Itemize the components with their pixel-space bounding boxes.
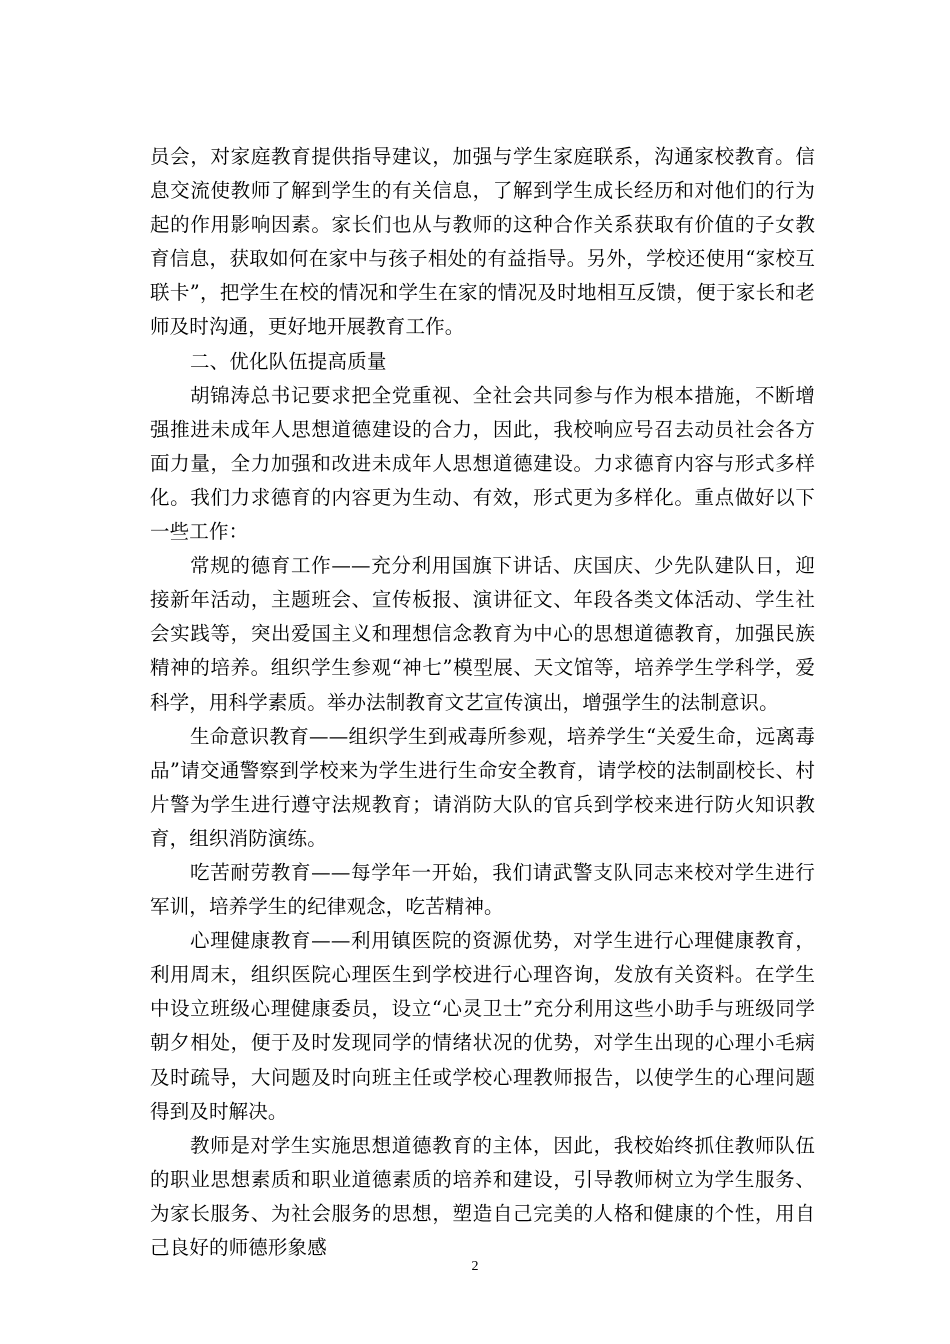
body-text — [150, 140, 815, 1265]
paragraph: 生命意识教育——组织学生到戒毒所参观，培养学生“关爱生命，远离毒品”请交通警察到学校来为学生进行生命安全教育，请学校的法制副校长、村片警为学生进行遵守法规教育；请消防大队的官兵到学校来进行防火知识教育，组织消防演练。 — [150, 724, 815, 850]
paragraph: 胡锦涛总书记要求把全党重视、全社会共同参与作为根本措施，不断增强推进未成年人思想道德建设的合力，因此，我校响应号召去动员社会各方面力量，全力加强和改进未成年人思想道德建设。力求德育内容与形式多样化。我们力求德育的内容更为生动、有效，形式更为多样化。重点做好以下一些工作： — [150, 383, 815, 544]
paragraph: 教师是对学生实施思想道德教育的主体，因此，我校始终抓住教师队伍的职业思想素质和职业道德素质的培养和建设，引导教师树立为学生服务、为家长服务、为社会服务的思想，塑造自己完美的人格和健康的个性，用自己良好的师德形象感 — [150, 1133, 815, 1259]
paragraph: 常规的德育工作——充分利用国旗下讲话、庆国庆、少先队建队日，迎接新年活动，主题班会、宣传板报、演讲征文、年段各类文体活动、学生社会实践等，突出爱国主义和理想信念教育为中心的思想道德教育，加强民族精神的培养。组织学生参观“神七”模型展、天文馆等，培养学生学科学，爱科学，用科学素质。举办法制教育文艺宣传演出，增强学生的法制意识。 — [150, 554, 815, 714]
section-heading: 二、优化队伍提高质量 — [190, 349, 387, 373]
paragraph-continuation: 员会，对家庭教育提供指导建议，加强与学生家庭联系，沟通家校教育。信息交流使教师了解到学生的有关信息，了解到学生成长经历和对他们的行为起的作用影响因素。家长们也从与教师的这种合作关系获取有价值的子女教育信息，获取如何在家中与孩子相处的有益指导。另外，学校还使用“家校互联卡”，把学生在校的情况和学生在家的情况及时地相互反馈，便于家长和老师及时沟通，更好地开展教育工作。 — [150, 145, 815, 339]
page-number: 2 — [471, 1259, 479, 1274]
paragraph: 心理健康教育——利用镇医院的资源优势，对学生进行心理健康教育，利用周末，组织医院心理医生到学校进行心理咨询，发放有关资料。在学生中设立班级心理健康委员，设立“心灵卫士”充分利用这些小助手与班级同学朝夕相处，便于及时发现同学的情绪状况的优势，对学生出现的心理小毛病及时疏导，大问题及时向班主任或学校心理教师报告，以使学生的心理问题得到及时解决。 — [150, 929, 815, 1123]
paragraph: 吃苦耐劳教育——每学年一开始，我们请武警支队同志来校对学生进行军训，培养学生的纪律观念，吃苦精神。 — [150, 860, 815, 919]
